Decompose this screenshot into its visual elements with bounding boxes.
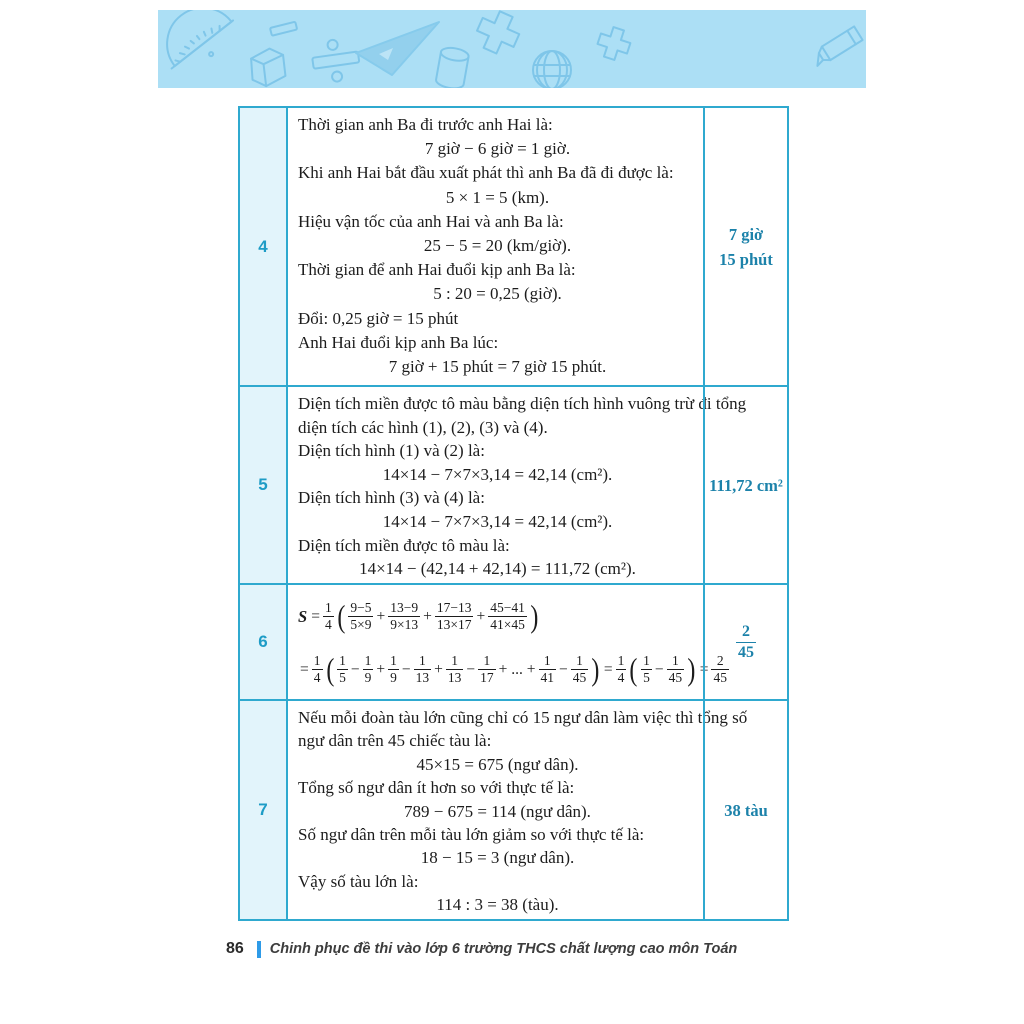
fraction-numerator: 1: [419, 653, 426, 669]
table-row: [240, 385, 787, 583]
solutions-table: [238, 106, 789, 921]
plus-icon: [472, 10, 525, 59]
fraction: [488, 600, 527, 632]
fraction-denominator: 5: [339, 670, 346, 685]
fraction-numerator: 13−9: [390, 600, 419, 616]
operator: +: [476, 607, 486, 625]
fraction: [323, 600, 334, 632]
set-square-icon: [356, 22, 439, 75]
fraction-numerator: 1: [671, 653, 679, 669]
fraction: [667, 653, 685, 685]
right-paren: ): [687, 651, 696, 687]
fraction-numerator: 9−5: [350, 600, 372, 616]
fraction-numerator: 1: [643, 653, 650, 669]
fraction-numerator: 1: [543, 653, 551, 669]
solution-line: 114 : 3 = 38 (tàu).: [436, 895, 559, 915]
fraction-numerator: 45−41: [490, 600, 525, 616]
operator: +: [376, 660, 386, 678]
operator: =: [603, 660, 613, 678]
fraction: [312, 653, 323, 685]
left-paren: (: [337, 598, 346, 634]
solution-line: Đổi: 0,25 giờ = 15 phút: [298, 308, 459, 328]
solution-line: Vậy số tàu lớn là:: [298, 871, 419, 891]
solution-line: Diện tích hình (3) và (4) là:: [298, 488, 485, 508]
minus-icon: [270, 22, 297, 36]
solution-line: Tổng số ngư dân ít hơn so với thực tế là:: [298, 778, 575, 798]
answer-value: 7 giờ: [728, 224, 764, 244]
math-icons-band: [158, 10, 866, 88]
book-title: Chinh phục đề thi vào lớp 6 trường THCS chất lượng cao môn Toán: [269, 941, 738, 957]
fraction: [616, 653, 627, 685]
solution-line: 5 × 1 = 5 (km).: [445, 187, 550, 207]
equation-line: [298, 590, 697, 643]
division-icon: [310, 37, 361, 85]
solution-line: 25 − 5 = 20 (km/giờ).: [423, 236, 572, 256]
fraction-numerator: 1: [313, 653, 321, 669]
fraction: [641, 653, 652, 685]
fraction-numerator: 1: [576, 653, 583, 669]
fraction: [337, 653, 348, 685]
problem-number: 4: [240, 108, 288, 385]
fraction-denominator: 41×45: [490, 617, 525, 632]
fraction: [388, 653, 399, 685]
fraction: [363, 653, 374, 685]
solution-line: 14×14 − 7×7×3,14 = 42,14 (cm²).: [382, 511, 613, 531]
problem-number: 7: [240, 701, 288, 919]
footer-divider-bar: [257, 941, 261, 958]
answer-cell: [703, 387, 787, 583]
fraction-denominator: 4: [313, 670, 321, 685]
solution-line: Diện tích miền được tô màu bằng diện tích hình vuông trừ đi tổng: [298, 394, 747, 413]
solution-cell: [288, 585, 727, 699]
answer-value: 38 tàu: [724, 800, 768, 820]
table-row: [240, 583, 787, 699]
solution-line: 45×15 = 675 (ngư dân).: [416, 754, 579, 774]
operator: −: [654, 660, 664, 678]
left-paren: (: [325, 651, 334, 687]
solution-line: 7 giờ + 15 phút = 7 giờ 15 phút.: [388, 357, 607, 377]
operator: + ... +: [498, 660, 536, 678]
left-paren: (: [629, 651, 638, 687]
fraction-numerator: 17−13: [436, 600, 472, 616]
solution-line: Hiệu vận tốc của anh Hai và anh Ba là:: [298, 211, 564, 231]
fraction-denominator: 9: [364, 670, 372, 685]
operator: −: [401, 660, 411, 678]
fraction-denominator: 9: [390, 670, 397, 685]
fraction-denominator: 45: [713, 670, 727, 685]
right-paren: ): [591, 651, 600, 687]
answer-cell: [703, 108, 787, 385]
fraction-denominator: 9×13: [390, 617, 419, 632]
page-footer: [226, 940, 737, 958]
fraction-numerator: 1: [364, 653, 372, 669]
page-number: 86: [226, 940, 244, 957]
fraction: [435, 600, 474, 632]
problem-number: 6: [240, 585, 288, 699]
operator: −: [466, 660, 476, 678]
equation-line: [298, 643, 727, 696]
fraction-numerator: 1: [483, 653, 491, 669]
fraction-denominator: 13×17: [436, 617, 472, 632]
solution-line: Khi anh Hai bắt đầu xuất phát thì anh Ba đã đi được là:: [298, 163, 674, 183]
fraction-numerator: 1: [390, 653, 397, 669]
fraction-denominator: 5×9: [350, 617, 372, 632]
solution-line: 5 : 20 = 0,25 (giờ).: [433, 284, 562, 304]
fraction: [414, 653, 432, 685]
solution-line: 789 − 675 = 114 (ngư dân).: [404, 801, 591, 821]
cylinder-icon: [435, 46, 470, 88]
fraction-numerator: 1: [451, 653, 459, 669]
answer-cell: [703, 585, 787, 699]
fraction-denominator: 4: [324, 617, 332, 632]
fraction-denominator: 41: [540, 670, 555, 685]
answer-value: 111,72 cm²: [709, 475, 783, 495]
solution-cell: [288, 701, 748, 919]
operator: =: [311, 607, 320, 625]
solution-cell: [288, 108, 703, 385]
fraction: [446, 653, 464, 685]
fraction-denominator: 13: [447, 670, 462, 685]
table-row: [240, 699, 787, 919]
operator: +: [376, 607, 386, 625]
operator: +: [423, 607, 432, 625]
fraction-numerator: 1: [617, 653, 625, 669]
variable: S: [298, 606, 308, 626]
answer-value: 15 phút: [719, 249, 773, 269]
solution-line: Diện tích miền được tô màu là:: [298, 535, 510, 555]
sphere-icon: [533, 51, 571, 88]
fraction-denominator: 45: [572, 670, 587, 685]
right-paren: ): [530, 598, 539, 634]
fraction-numerator: 1: [339, 653, 346, 669]
operator: −: [350, 660, 360, 678]
pencil-icon: [810, 26, 863, 67]
fraction-denominator: 45: [668, 670, 683, 685]
fraction-numerator: 2: [716, 653, 724, 669]
solution-line: 7 giờ − 6 giờ = 1 giờ.: [424, 139, 571, 159]
solution-line: 18 − 15 = 3 (ngư dân).: [420, 848, 575, 868]
solution-line: Thời gian để anh Hai đuổi kịp anh Ba là:: [298, 260, 576, 280]
fraction: [388, 600, 420, 632]
operator: −: [559, 660, 568, 678]
cross-icon: [594, 24, 633, 63]
solution-cell: [288, 387, 747, 583]
answer-fraction: [736, 622, 756, 661]
table-row: [240, 108, 787, 385]
fraction-denominator: 5: [643, 670, 650, 685]
operator: =: [699, 660, 709, 678]
problem-number: 5: [240, 387, 288, 583]
fraction-denominator: 17: [480, 670, 494, 685]
solution-line: Anh Hai đuổi kịp anh Ba lúc:: [298, 332, 499, 352]
fraction: [348, 600, 373, 632]
solution-line: Diện tích hình (1) và (2) là:: [298, 441, 485, 461]
operator: +: [434, 660, 443, 678]
solution-line: Nếu mỗi đoàn tàu lớn cũng chỉ có 15 ngư dân làm việc thì tổng số: [298, 708, 748, 727]
fraction-numerator: 2: [742, 623, 750, 641]
fraction: [571, 653, 589, 685]
cube-icon: [247, 46, 289, 88]
fraction-numerator: 1: [324, 600, 332, 616]
answer-cell: [703, 701, 787, 919]
fraction: [478, 653, 496, 685]
solution-line: diện tích các hình (1), (2), (3) và (4).: [298, 417, 548, 437]
solution-line: Thời gian anh Ba đi trước anh Hai là:: [298, 115, 553, 134]
fraction-denominator: 45: [738, 643, 754, 661]
operator: =: [300, 660, 309, 678]
solution-line: ngư dân trên 45 chiếc tàu là:: [298, 731, 492, 751]
solution-line: 14×14 − (42,14 + 42,14) = 111,72 (cm²).: [359, 559, 636, 579]
protractor-icon: [158, 10, 242, 80]
fraction-denominator: 13: [415, 670, 430, 685]
fraction-denominator: 4: [617, 670, 625, 685]
solution-line: 14×14 − 7×7×3,14 = 42,14 (cm²).: [382, 464, 613, 484]
solution-line: Số ngư dân trên mỗi tàu lớn giảm so với thực tế là:: [298, 825, 645, 845]
fraction: [539, 653, 557, 685]
decorative-header-band: [158, 10, 866, 88]
